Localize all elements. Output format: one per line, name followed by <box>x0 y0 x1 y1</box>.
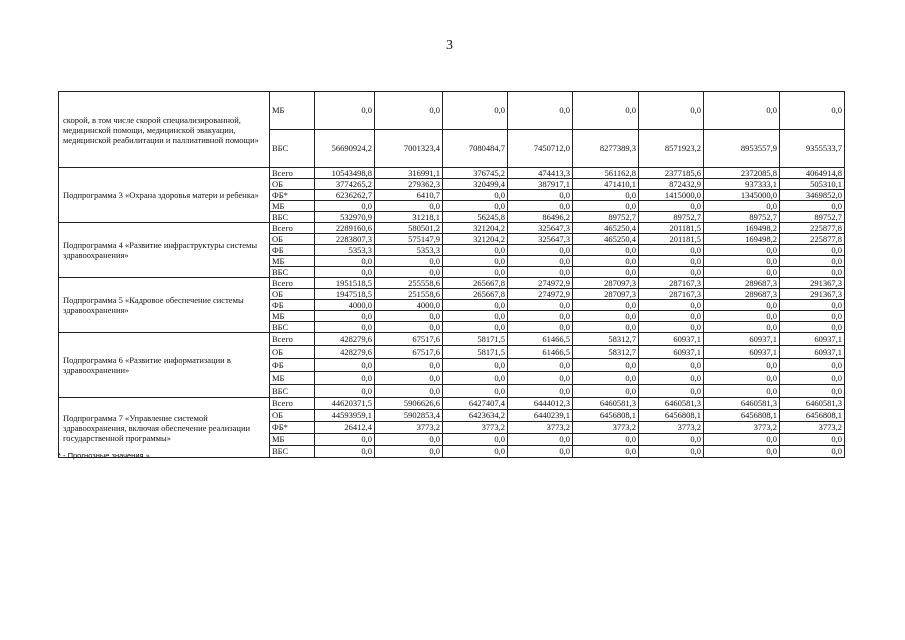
value-cell: 0,0 <box>639 256 704 267</box>
value-cell: 0,0 <box>443 322 508 333</box>
value-cell: 60937,1 <box>704 346 780 359</box>
value-cell: 201181,5 <box>639 223 704 234</box>
value-cell: 0,0 <box>315 256 375 267</box>
value-cell: 60937,1 <box>780 333 845 346</box>
program-label: Подпрограмма 3 «Охрана здоровья матери и ребенка» <box>59 168 270 223</box>
value-cell: 0,0 <box>443 190 508 201</box>
value-cell: 0,0 <box>780 434 845 446</box>
value-cell: 0,0 <box>704 311 780 322</box>
value-cell: 67517,6 <box>375 333 443 346</box>
value-cell: 3773,2 <box>573 422 639 434</box>
value-cell: 6456808,1 <box>639 410 704 422</box>
value-cell: 0,0 <box>573 267 639 278</box>
value-cell: 0,0 <box>639 359 704 372</box>
value-cell: 0,0 <box>375 372 443 385</box>
value-cell: 2372085,8 <box>704 168 780 179</box>
value-cell: 0,0 <box>573 434 639 446</box>
value-cell: 0,0 <box>315 434 375 446</box>
value-cell: 58312,7 <box>573 346 639 359</box>
value-cell: 8571923,2 <box>639 130 704 168</box>
funding-source-cell: Всего <box>270 398 315 410</box>
value-cell: 0,0 <box>315 267 375 278</box>
value-cell: 6460581,3 <box>573 398 639 410</box>
value-cell: 0,0 <box>573 372 639 385</box>
funding-source-cell: ОБ <box>270 234 315 245</box>
value-cell: 291367,3 <box>780 289 845 300</box>
value-cell: 0,0 <box>508 372 573 385</box>
value-cell: 60937,1 <box>639 333 704 346</box>
value-cell: 287097,3 <box>573 278 639 289</box>
value-cell: 60937,1 <box>780 346 845 359</box>
value-cell: 274972,9 <box>508 289 573 300</box>
value-cell: 0,0 <box>508 385 573 398</box>
value-cell: 7450712,0 <box>508 130 573 168</box>
value-cell: 0,0 <box>443 359 508 372</box>
funding-source-cell: ВБС <box>270 267 315 278</box>
value-cell: 0,0 <box>704 267 780 278</box>
value-cell: 201181,5 <box>639 234 704 245</box>
value-cell: 3773,2 <box>508 422 573 434</box>
value-cell: 0,0 <box>704 434 780 446</box>
value-cell: 7080484,7 <box>443 130 508 168</box>
value-cell: 0,0 <box>375 359 443 372</box>
value-cell: 0,0 <box>443 311 508 322</box>
value-cell: 31218,1 <box>375 212 443 223</box>
value-cell: 0,0 <box>508 359 573 372</box>
value-cell: 0,0 <box>508 322 573 333</box>
value-cell: 0,0 <box>704 256 780 267</box>
value-cell: 279362,3 <box>375 179 443 190</box>
value-cell: 56245,8 <box>443 212 508 223</box>
value-cell: 289687,3 <box>704 289 780 300</box>
value-cell: 6410,7 <box>375 190 443 201</box>
value-cell: 6423634,2 <box>443 410 508 422</box>
funding-source-cell: ОБ <box>270 346 315 359</box>
value-cell: 0,0 <box>639 434 704 446</box>
funding-table <box>58 91 845 458</box>
value-cell: 287097,3 <box>573 289 639 300</box>
value-cell: 0,0 <box>315 322 375 333</box>
value-cell: 0,0 <box>704 245 780 256</box>
value-cell: 465250,4 <box>573 223 639 234</box>
value-cell: 5353,3 <box>315 245 375 256</box>
value-cell: 0,0 <box>375 434 443 446</box>
value-cell: 5906626,6 <box>375 398 443 410</box>
value-cell: 0,0 <box>780 92 845 130</box>
value-cell: 1947518,5 <box>315 289 375 300</box>
value-cell: 0,0 <box>639 446 704 458</box>
funding-source-cell: ФБ <box>270 245 315 256</box>
value-cell: 0,0 <box>704 201 780 212</box>
value-cell: 0,0 <box>780 311 845 322</box>
value-cell: 3774265,2 <box>315 179 375 190</box>
value-cell: 0,0 <box>639 245 704 256</box>
funding-source-cell: Всего <box>270 223 315 234</box>
value-cell: 287167,3 <box>639 289 704 300</box>
funding-source-cell: ФБ* <box>270 190 315 201</box>
funding-source-cell: ВБС <box>270 446 315 458</box>
value-cell: 58171,5 <box>443 346 508 359</box>
value-cell: 428279,6 <box>315 333 375 346</box>
value-cell: 0,0 <box>375 201 443 212</box>
value-cell: 0,0 <box>639 372 704 385</box>
value-cell: 580501,2 <box>375 223 443 234</box>
value-cell: 265667,8 <box>443 278 508 289</box>
funding-source-cell: ОБ <box>270 289 315 300</box>
table-body <box>59 92 845 458</box>
value-cell: 505310,1 <box>780 179 845 190</box>
value-cell: 0,0 <box>780 359 845 372</box>
value-cell: 532970,9 <box>315 212 375 223</box>
value-cell: 0,0 <box>443 201 508 212</box>
value-cell: 471410,1 <box>573 179 639 190</box>
value-cell: 9355533,7 <box>780 130 845 168</box>
value-cell: 6456808,1 <box>573 410 639 422</box>
value-cell: 291367,3 <box>780 278 845 289</box>
funding-source-cell: ВБС <box>270 322 315 333</box>
value-cell: 2377185,6 <box>639 168 704 179</box>
value-cell: 3469852,0 <box>780 190 845 201</box>
value-cell: 321204,2 <box>443 234 508 245</box>
value-cell: 937333,1 <box>704 179 780 190</box>
value-cell: 3773,2 <box>780 422 845 434</box>
value-cell: 289687,3 <box>704 278 780 289</box>
funding-source-cell: ФБ* <box>270 422 315 434</box>
value-cell: 561162,8 <box>573 168 639 179</box>
value-cell: 0,0 <box>704 372 780 385</box>
funding-source-cell: Всего <box>270 278 315 289</box>
value-cell: 0,0 <box>573 245 639 256</box>
value-cell: 44593959,1 <box>315 410 375 422</box>
value-cell: 0,0 <box>780 245 845 256</box>
value-cell: 474413,3 <box>508 168 573 179</box>
value-cell: 0,0 <box>780 372 845 385</box>
value-cell: 0,0 <box>780 385 845 398</box>
value-cell: 0,0 <box>508 300 573 311</box>
value-cell: 320499,4 <box>443 179 508 190</box>
value-cell: 0,0 <box>704 300 780 311</box>
funding-source-cell: Всего <box>270 333 315 346</box>
value-cell: 0,0 <box>704 92 780 130</box>
value-cell: 6440239,1 <box>508 410 573 422</box>
value-cell: 0,0 <box>780 267 845 278</box>
value-cell: 169498,2 <box>704 223 780 234</box>
program-label: Подпрограмма 7 «Управление системой здравоохранения, включая обеспечение реализации государственной программы» <box>59 398 270 458</box>
value-cell: 872432,9 <box>639 179 704 190</box>
funding-source-cell: МБ <box>270 92 315 130</box>
value-cell: 0,0 <box>573 322 639 333</box>
value-cell: 0,0 <box>573 256 639 267</box>
value-cell: 4000,0 <box>315 300 375 311</box>
value-cell: 60937,1 <box>704 333 780 346</box>
value-cell: 2283807,3 <box>315 234 375 245</box>
value-cell: 0,0 <box>508 256 573 267</box>
value-cell: 3773,2 <box>639 422 704 434</box>
value-cell: 0,0 <box>315 372 375 385</box>
value-cell: 0,0 <box>508 92 573 130</box>
value-cell: 325647,3 <box>508 234 573 245</box>
table-row <box>59 333 845 346</box>
value-cell: 316991,1 <box>375 168 443 179</box>
value-cell: 0,0 <box>443 300 508 311</box>
value-cell: 89752,7 <box>639 212 704 223</box>
funding-source-cell: Всего <box>270 168 315 179</box>
funding-source-cell: ОБ <box>270 179 315 190</box>
value-cell: 0,0 <box>639 385 704 398</box>
value-cell: 6236262,7 <box>315 190 375 201</box>
funding-source-cell: ФБ <box>270 359 315 372</box>
value-cell: 0,0 <box>639 311 704 322</box>
value-cell: 0,0 <box>443 372 508 385</box>
value-cell: 0,0 <box>443 267 508 278</box>
value-cell: 6427407,4 <box>443 398 508 410</box>
value-cell: 0,0 <box>573 92 639 130</box>
value-cell: 0,0 <box>375 446 443 458</box>
value-cell: 8277389,3 <box>573 130 639 168</box>
value-cell: 225877,8 <box>780 234 845 245</box>
value-cell: 225877,8 <box>780 223 845 234</box>
page-number: 3 <box>446 38 453 53</box>
value-cell: 6460581,3 <box>704 398 780 410</box>
value-cell: 0,0 <box>780 256 845 267</box>
value-cell: 0,0 <box>443 92 508 130</box>
program-label: скорой, в том числе скорой специализированной, медицинской помощи, медицинской эвакуации, медицинской реабилитации и паллиативной помощи» <box>59 92 270 168</box>
value-cell: 0,0 <box>704 322 780 333</box>
value-cell: 255558,6 <box>375 278 443 289</box>
value-cell: 3773,2 <box>375 422 443 434</box>
value-cell: 1951518,5 <box>315 278 375 289</box>
value-cell: 465250,4 <box>573 234 639 245</box>
value-cell: 0,0 <box>375 267 443 278</box>
value-cell: 0,0 <box>573 190 639 201</box>
value-cell: 0,0 <box>315 446 375 458</box>
value-cell: 428279,6 <box>315 346 375 359</box>
funding-source-cell: ВБС <box>270 385 315 398</box>
value-cell: 89752,7 <box>704 212 780 223</box>
value-cell: 10543498,8 <box>315 168 375 179</box>
value-cell: 274972,9 <box>508 278 573 289</box>
value-cell: 387917,1 <box>508 179 573 190</box>
value-cell: 8953557,9 <box>704 130 780 168</box>
value-cell: 89752,7 <box>573 212 639 223</box>
value-cell: 325647,3 <box>508 223 573 234</box>
value-cell: 0,0 <box>443 385 508 398</box>
value-cell: 251558,6 <box>375 289 443 300</box>
funding-source-cell: МБ <box>270 311 315 322</box>
value-cell: 0,0 <box>443 256 508 267</box>
value-cell: 265667,8 <box>443 289 508 300</box>
funding-source-cell: МБ <box>270 434 315 446</box>
funding-source-cell: ОБ <box>270 410 315 422</box>
value-cell: 0,0 <box>780 446 845 458</box>
funding-source-cell: ВБС <box>270 130 315 168</box>
value-cell: 575147,9 <box>375 234 443 245</box>
table-row <box>59 92 845 130</box>
value-cell: 0,0 <box>315 385 375 398</box>
table-row <box>59 168 845 179</box>
value-cell: 0,0 <box>508 434 573 446</box>
value-cell: 0,0 <box>508 267 573 278</box>
value-cell: 0,0 <box>508 245 573 256</box>
value-cell: 0,0 <box>639 322 704 333</box>
value-cell: 0,0 <box>780 300 845 311</box>
value-cell: 26412,4 <box>315 422 375 434</box>
value-cell: 0,0 <box>315 359 375 372</box>
value-cell: 6460581,3 <box>780 398 845 410</box>
value-cell: 0,0 <box>639 201 704 212</box>
value-cell: 0,0 <box>573 201 639 212</box>
value-cell: 0,0 <box>639 300 704 311</box>
value-cell: 0,0 <box>704 446 780 458</box>
value-cell: 0,0 <box>508 201 573 212</box>
value-cell: 0,0 <box>508 190 573 201</box>
value-cell: 0,0 <box>443 245 508 256</box>
program-label: Подпрограмма 5 «Кадровое обеспечение системы здравоохранения» <box>59 278 270 333</box>
value-cell: 0,0 <box>508 311 573 322</box>
program-label: Подпрограмма 4 «Развитие инфраструктуры системы здравоохранения» <box>59 223 270 278</box>
value-cell: 0,0 <box>573 359 639 372</box>
value-cell: 6456808,1 <box>704 410 780 422</box>
value-cell: 61466,5 <box>508 346 573 359</box>
value-cell: 287167,3 <box>639 278 704 289</box>
value-cell: 67517,6 <box>375 346 443 359</box>
value-cell: 0,0 <box>573 385 639 398</box>
value-cell: 0,0 <box>375 256 443 267</box>
value-cell: 0,0 <box>780 322 845 333</box>
funding-source-cell: МБ <box>270 201 315 212</box>
value-cell: 58171,5 <box>443 333 508 346</box>
value-cell: 0,0 <box>375 92 443 130</box>
value-cell: 0,0 <box>573 311 639 322</box>
value-cell: 0,0 <box>780 201 845 212</box>
value-cell: 376745,2 <box>443 168 508 179</box>
value-cell: 0,0 <box>704 385 780 398</box>
value-cell: 7001323,4 <box>375 130 443 168</box>
value-cell: 0,0 <box>315 311 375 322</box>
funding-source-cell: ФБ <box>270 300 315 311</box>
value-cell: 321204,2 <box>443 223 508 234</box>
value-cell: 0,0 <box>315 92 375 130</box>
value-cell: 1345000,0 <box>704 190 780 201</box>
table-row <box>59 278 845 289</box>
value-cell: 169498,2 <box>704 234 780 245</box>
value-cell: 0,0 <box>443 446 508 458</box>
value-cell: 4064914,8 <box>780 168 845 179</box>
value-cell: 89752,7 <box>780 212 845 223</box>
value-cell: 58312,7 <box>573 333 639 346</box>
value-cell: 6444012,3 <box>508 398 573 410</box>
value-cell: 0,0 <box>315 201 375 212</box>
value-cell: 5902853,4 <box>375 410 443 422</box>
value-cell: 6456808,1 <box>780 410 845 422</box>
value-cell: 61466,5 <box>508 333 573 346</box>
value-cell: 2289160,6 <box>315 223 375 234</box>
value-cell: 56690924,2 <box>315 130 375 168</box>
value-cell: 1415000,0 <box>639 190 704 201</box>
value-cell: 86496,2 <box>508 212 573 223</box>
program-label: Подпрограмма 6 «Развитие информатизации в здравоохранении» <box>59 333 270 398</box>
value-cell: 3773,2 <box>443 422 508 434</box>
funding-source-cell: ВБС <box>270 212 315 223</box>
value-cell: 0,0 <box>639 92 704 130</box>
value-cell: 5353,3 <box>375 245 443 256</box>
value-cell: 0,0 <box>704 359 780 372</box>
value-cell: 0,0 <box>573 300 639 311</box>
value-cell: 6460581,3 <box>639 398 704 410</box>
value-cell: 0,0 <box>639 267 704 278</box>
funding-source-cell: МБ <box>270 372 315 385</box>
value-cell: 0,0 <box>375 322 443 333</box>
table-row <box>59 398 845 410</box>
value-cell: 60937,1 <box>639 346 704 359</box>
funding-source-cell: МБ <box>270 256 315 267</box>
value-cell: 4000,0 <box>375 300 443 311</box>
value-cell: 0,0 <box>375 385 443 398</box>
value-cell: 3773,2 <box>704 422 780 434</box>
value-cell: 0,0 <box>375 311 443 322</box>
footnote: * - Прогнозные значения » <box>58 451 150 460</box>
table-row <box>59 223 845 234</box>
value-cell: 0,0 <box>508 446 573 458</box>
value-cell: 0,0 <box>573 446 639 458</box>
value-cell: 44620371,5 <box>315 398 375 410</box>
value-cell: 0,0 <box>443 434 508 446</box>
